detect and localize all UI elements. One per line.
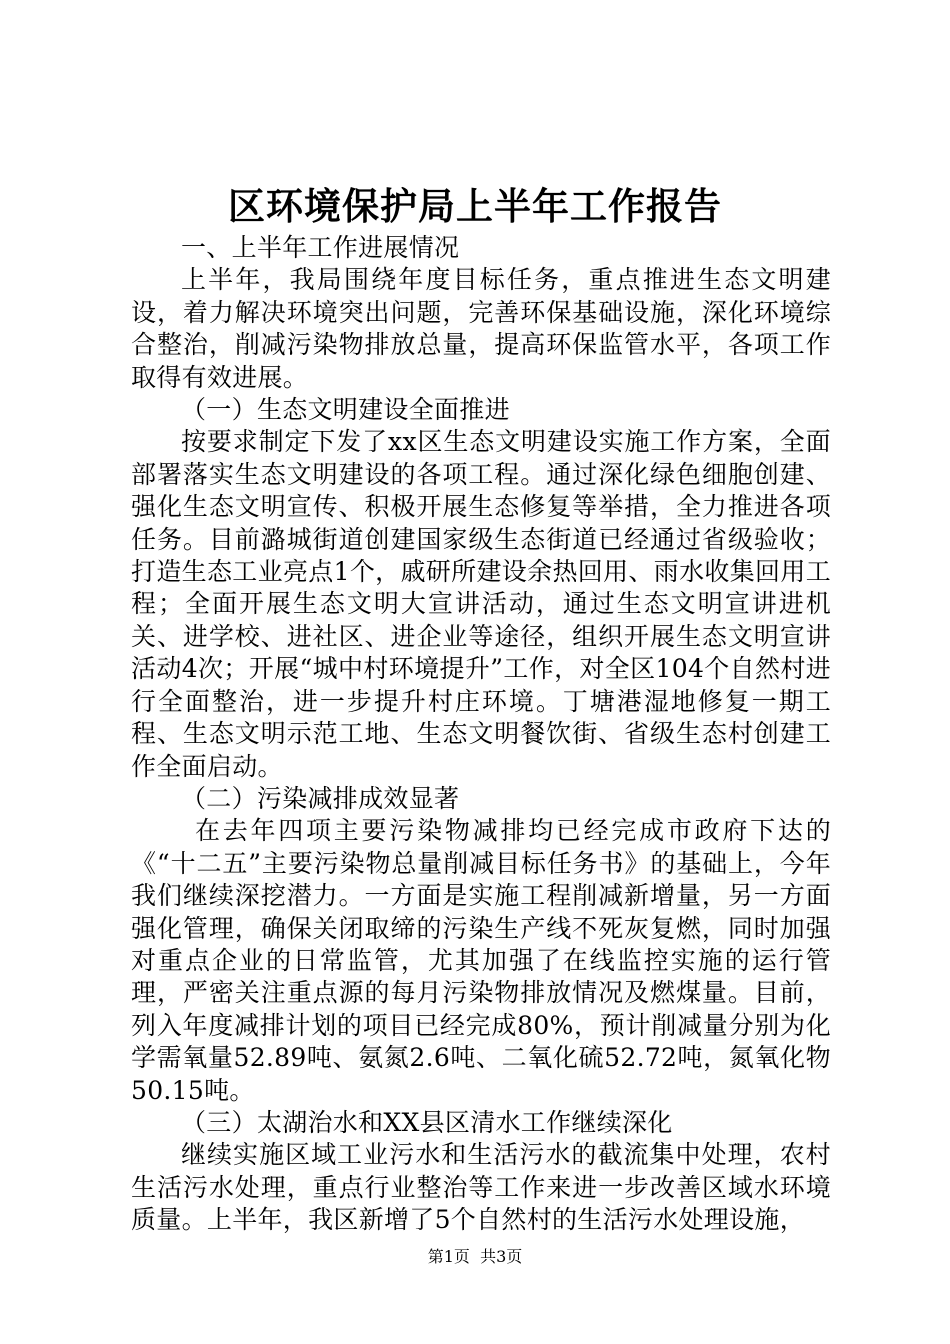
water-paragraph: 继续实施区域工业污水和生活污水的截流集中处理，农村生活污水处理，重点行业整治等工作来进一步改善区域水环境质量。上半年，我区新增了5个自然村的生活污水处理设施， bbox=[131, 1140, 831, 1235]
emission-paragraph: 在去年四项主要污染物减排均已经完成市政府下达的《“十二五”主要污染物总量削减目标任务书》的基础上，今年我们继续深挖潜力。一方面是实施工程削减新增量，另一方面强化管理，确保关闭取缔的污染生产线不死灰复燃，同时加强对重点企业的日常监管，尤其加强了在线监控实施的运行管理，严密关注重点源的每月污染物排放情况及燃煤量。目前，列入年度减排计划的项目已经完成80%，预计削减量分别为化学需氧量52.89吨、氨氮2.6吨、二氧化硫52.72吨，氮氧化物50.15吨。 bbox=[131, 816, 831, 1105]
ecology-paragraph: 按要求制定下发了xx区生态文明建设实施工作方案，全面部署落实生态文明建设的各项工程。通过深化绿色细胞创建、强化生态文明宣传、积极开展生态修复等举措，全力推进各项任务。目前潞城街道创建国家级生态街道已经通过省级验收；打造生态工业亮点1个，戚研所建设余热回用、雨水收集回用工程；全面开展生态文明大宣讲活动，通过生态文明宣讲进机关、进学校、进社区、进企业等途径，组织开展生态文明宣讲活动4次；开展“城中村环境提升”工作，对全区104个自然村进行全面整治，进一步提升村庄环境。丁塘港湿地修复一期工程、生态文明示范工地、生态文明餐饮街、省级生态村创建工作全面启动。 bbox=[131, 427, 831, 781]
intro-paragraph: 上半年，我局围绕年度目标任务，重点推进生态文明建设，着力解决环境突出问题，完善环保基础设施，深化环境综合整治，削减污染物排放总量，提高环保监管水平，各项工作取得有效进展。 bbox=[131, 265, 831, 392]
page-indicator: 第1页 共3页 bbox=[427, 1247, 523, 1266]
subsection-heading: （二）污染减排成效显著 bbox=[181, 783, 460, 813]
subsection-heading: （一）生态文明建设全面推进 bbox=[181, 395, 510, 425]
document-body bbox=[131, 232, 831, 1237]
document-title: 区环境保护局上半年工作报告 bbox=[228, 185, 722, 228]
section-heading: 一、上半年工作进展情况 bbox=[181, 233, 460, 262]
subsection-heading: （三）太湖治水和XX县区清水工作继续深化 bbox=[181, 1107, 673, 1137]
